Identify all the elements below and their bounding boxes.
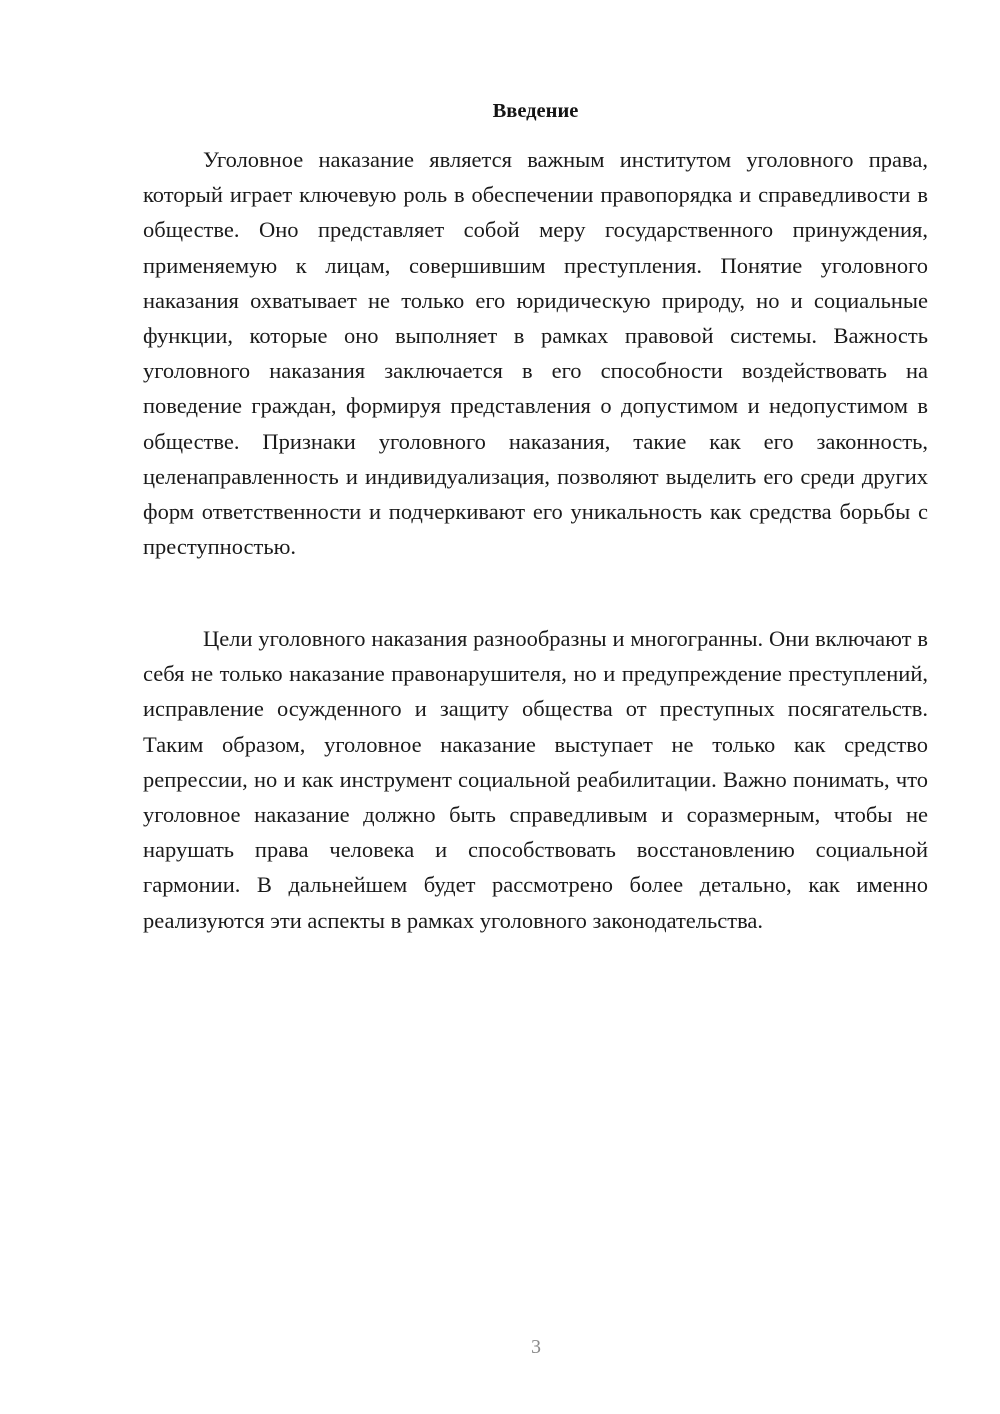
section-title: Введение [492,100,579,122]
paragraph-intro: Уголовное наказание является важным институтом уголовного права, который играет ключевую роль в обеспечении правопорядка и справедливости в обществе. Оно представляет собой меру государственного принуждения, применяемую к лицам, совершившим преступления. Понятие уголовного наказания охватывает не только его юридическую природу, но и социальные функции, которые оно выполняет в рамках правовой системы. Важность уголовного наказания заключается в его способности воздействовать на поведение граждан, формируя представления о допустимом и недопустимом в обществе. Признаки уголовного наказания, такие как его законность, целенаправленность и индивидуализация, позволяют выделить его среди других форм ответственности и подчеркивают его уникальность как средства борьбы с преступностью. [143,147,928,560]
paragraph-goals: Цели уголовного наказания разнообразны и многогранны. Они включают в себя не только наказание правонарушителя, но и предупреждение преступлений, исправление осужденного и защиту общества от преступных посягательств. Таким образом, уголовное наказание выступает не только как средство репрессии, но и как инструмент социальной реабилитации. Важно понимать, что уголовное наказание должно быть справедливым и соразмерным, чтобы не нарушать права человека и способствовать восстановлению социальной гармонии. В дальнейшем будет рассмотрено более детально, как именно реализуются эти аспекты в рамках уголовного законодательства. [143,626,928,933]
page-number: 3 [531,1336,541,1358]
